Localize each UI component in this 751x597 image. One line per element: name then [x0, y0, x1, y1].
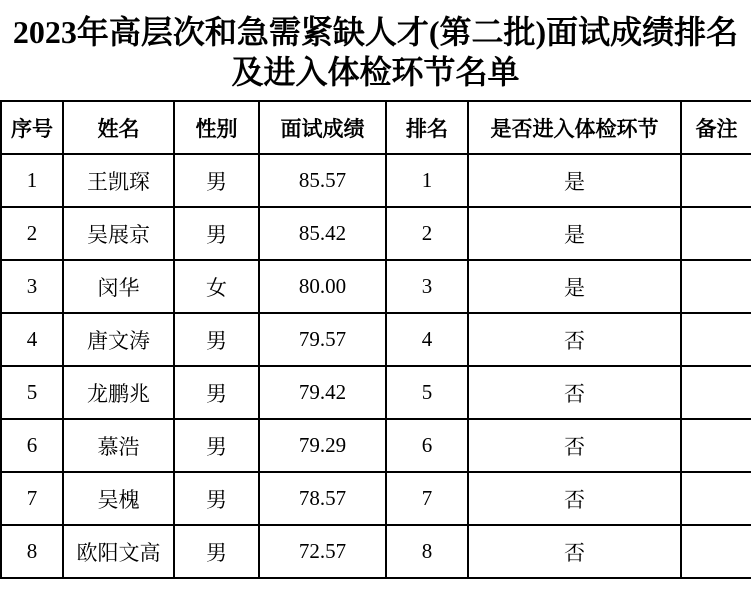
table-row: [1, 260, 751, 313]
table-cell: 唐文涛: [63, 313, 174, 366]
table-cell: 4: [386, 313, 468, 366]
table-cell: 闵华: [63, 260, 174, 313]
column-header: 排名: [386, 101, 468, 154]
column-header: 性别: [174, 101, 259, 154]
table-cell: 4: [1, 313, 63, 366]
table-cell: [681, 313, 751, 366]
table-cell: 男: [174, 207, 259, 260]
table-cell: 8: [1, 525, 63, 578]
column-header: 面试成绩: [259, 101, 386, 154]
table-row: [1, 525, 751, 578]
column-header: 备注: [681, 101, 751, 154]
table-cell: 是: [468, 260, 681, 313]
table-cell: 男: [174, 154, 259, 207]
table-cell: 3: [386, 260, 468, 313]
table-cell: 5: [386, 366, 468, 419]
table-row: [1, 366, 751, 419]
table-cell: 是: [468, 154, 681, 207]
table-cell: [681, 366, 751, 419]
table-row: [1, 313, 751, 366]
table-cell: [681, 472, 751, 525]
table-cell: 72.57: [259, 525, 386, 578]
table-cell: 79.57: [259, 313, 386, 366]
table-cell: [681, 154, 751, 207]
table-cell: 7: [386, 472, 468, 525]
table-cell: 78.57: [259, 472, 386, 525]
table-row: [1, 154, 751, 207]
table-cell: 龙鹏兆: [63, 366, 174, 419]
table-cell: 否: [468, 525, 681, 578]
table-cell: 2: [1, 207, 63, 260]
score-table: [0, 100, 751, 579]
table-cell: 慕浩: [63, 419, 174, 472]
table-cell: 吴槐: [63, 472, 174, 525]
table-row: [1, 472, 751, 525]
table-cell: 否: [468, 313, 681, 366]
table-cell: 7: [1, 472, 63, 525]
table-cell: 王凯琛: [63, 154, 174, 207]
table-cell: 3: [1, 260, 63, 313]
page-title: 2023年高层次和急需紧缺人才(第二批)面试成绩排名及进入体检环节名单: [12, 14, 739, 90]
table-cell: 79.29: [259, 419, 386, 472]
table-header-row: [1, 101, 751, 154]
table-cell: [681, 260, 751, 313]
table-cell: 男: [174, 472, 259, 525]
table-cell: 男: [174, 525, 259, 578]
table-cell: 否: [468, 366, 681, 419]
table-cell: 85.42: [259, 207, 386, 260]
table-cell: 80.00: [259, 260, 386, 313]
table-body: [1, 154, 751, 578]
table-row: [1, 419, 751, 472]
table-cell: 6: [386, 419, 468, 472]
table-cell: 女: [174, 260, 259, 313]
column-header: 序号: [1, 101, 63, 154]
table-cell: 吴展京: [63, 207, 174, 260]
table-cell: [681, 525, 751, 578]
table-cell: 5: [1, 366, 63, 419]
table-cell: 8: [386, 525, 468, 578]
table-cell: 是: [468, 207, 681, 260]
table-cell: 2: [386, 207, 468, 260]
table-cell: 6: [1, 419, 63, 472]
column-header: 是否进入体检环节: [468, 101, 681, 154]
table-cell: 欧阳文高: [63, 525, 174, 578]
table-cell: 1: [1, 154, 63, 207]
table-cell: 男: [174, 366, 259, 419]
table-cell: 男: [174, 313, 259, 366]
table-cell: 否: [468, 419, 681, 472]
table-row: [1, 207, 751, 260]
table-cell: 79.42: [259, 366, 386, 419]
table-header: [1, 101, 751, 154]
column-header: 姓名: [63, 101, 174, 154]
table-cell: [681, 419, 751, 472]
table-cell: 85.57: [259, 154, 386, 207]
table-cell: 1: [386, 154, 468, 207]
table-cell: 否: [468, 472, 681, 525]
table-cell: 男: [174, 419, 259, 472]
table-cell: [681, 207, 751, 260]
